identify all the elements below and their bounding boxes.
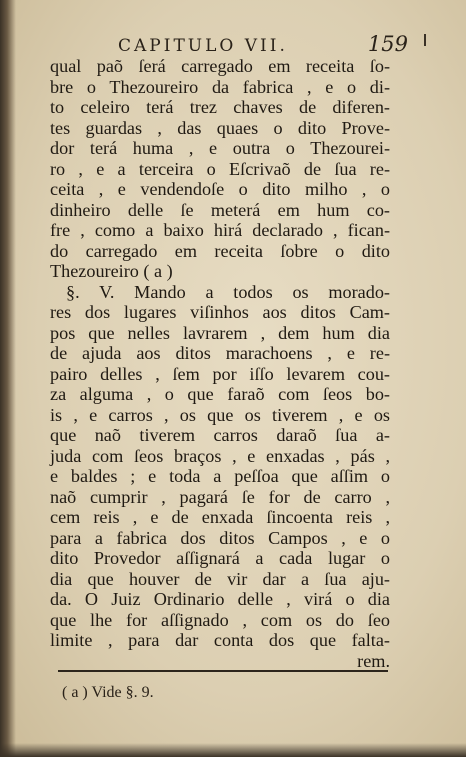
- text-line: rem.: [357, 650, 390, 671]
- text-line: que lhe for aſſignado , com os do ſeo: [50, 609, 390, 630]
- text-line: is , e carros , os que os tiverem , e os: [50, 404, 390, 425]
- binding-gutter: [0, 0, 16, 757]
- text-line: da. O Juiz Ordinario delle , virá o dia: [50, 589, 390, 609]
- text-line: naõ cumprir , pagará ſe for de carro ,: [50, 486, 390, 507]
- text-line: dinheiro delle ſe meterá em hum co-: [50, 199, 390, 220]
- text-line: do carregado em receita ſobre o dito: [50, 240, 390, 261]
- text-line: bre o Thezoureiro da fabrica , e o di-: [50, 76, 390, 97]
- footnote: ( a ) Vide §. 9.: [62, 684, 154, 701]
- text-line: tes guardas , das quaes o dito Prove-: [50, 117, 390, 138]
- text-line: pairo delles , ſem por iſſo levarem cou-: [50, 363, 390, 384]
- text-line: de ajuda aos ditos marachoens , e re-: [50, 343, 390, 363]
- text-line: ro , e a terceira o Eſcrivaõ de ſua re-: [50, 158, 390, 179]
- text-line: res dos lugares viſinhos aos ditos Cam-: [50, 302, 390, 322]
- text-line: dor terá huma , e outra o Thezourei-: [50, 138, 390, 158]
- text-line: juda com ſeos braços , e enxadas , pás ,: [50, 445, 390, 466]
- body-text: [50, 56, 390, 671]
- text-line: pos que nelles lavrarem , dem hum dia: [50, 322, 390, 343]
- text-line: limite , para dar conta dos que falta-: [50, 630, 390, 650]
- text-line: cem reis , e de enxada ſincoenta reis ,: [50, 507, 390, 527]
- section-heading-line: §. V. Mando a todos os morado-: [66, 281, 390, 302]
- running-title: CAPITULO VII.: [118, 36, 288, 56]
- text-line: que naõ tiverem carros daraõ ſua a-: [50, 425, 390, 445]
- page-bottom-edge: [0, 743, 466, 757]
- text-line: qual paõ ſerá carregado em receita ſo-: [50, 56, 390, 76]
- footnote-rule: [58, 670, 388, 672]
- text-line: ceita , e vendendoſe o dito milho , o: [50, 179, 390, 199]
- text-line: para a fabrica dos ditos Campos , e o: [50, 527, 390, 548]
- text-line: za alguma , o que faraõ com ſeos bo-: [50, 384, 390, 404]
- page-number: 159: [367, 32, 408, 56]
- text-line: Thezoureiro ( a ): [50, 261, 173, 281]
- margin-mark: [424, 34, 426, 46]
- text-line: to celeiro terá trez chaves de diferen-: [50, 97, 390, 117]
- text-line: e baldes ; e toda a peſſoa que aſſim o: [50, 466, 390, 486]
- text-line: fre , como a baixo hirá declarado , fican-: [50, 220, 390, 240]
- text-line: dia que houver de vir dar a ſua aju-: [50, 568, 390, 589]
- text-line: dito Provedor aſſignará a cada lugar o: [50, 548, 390, 568]
